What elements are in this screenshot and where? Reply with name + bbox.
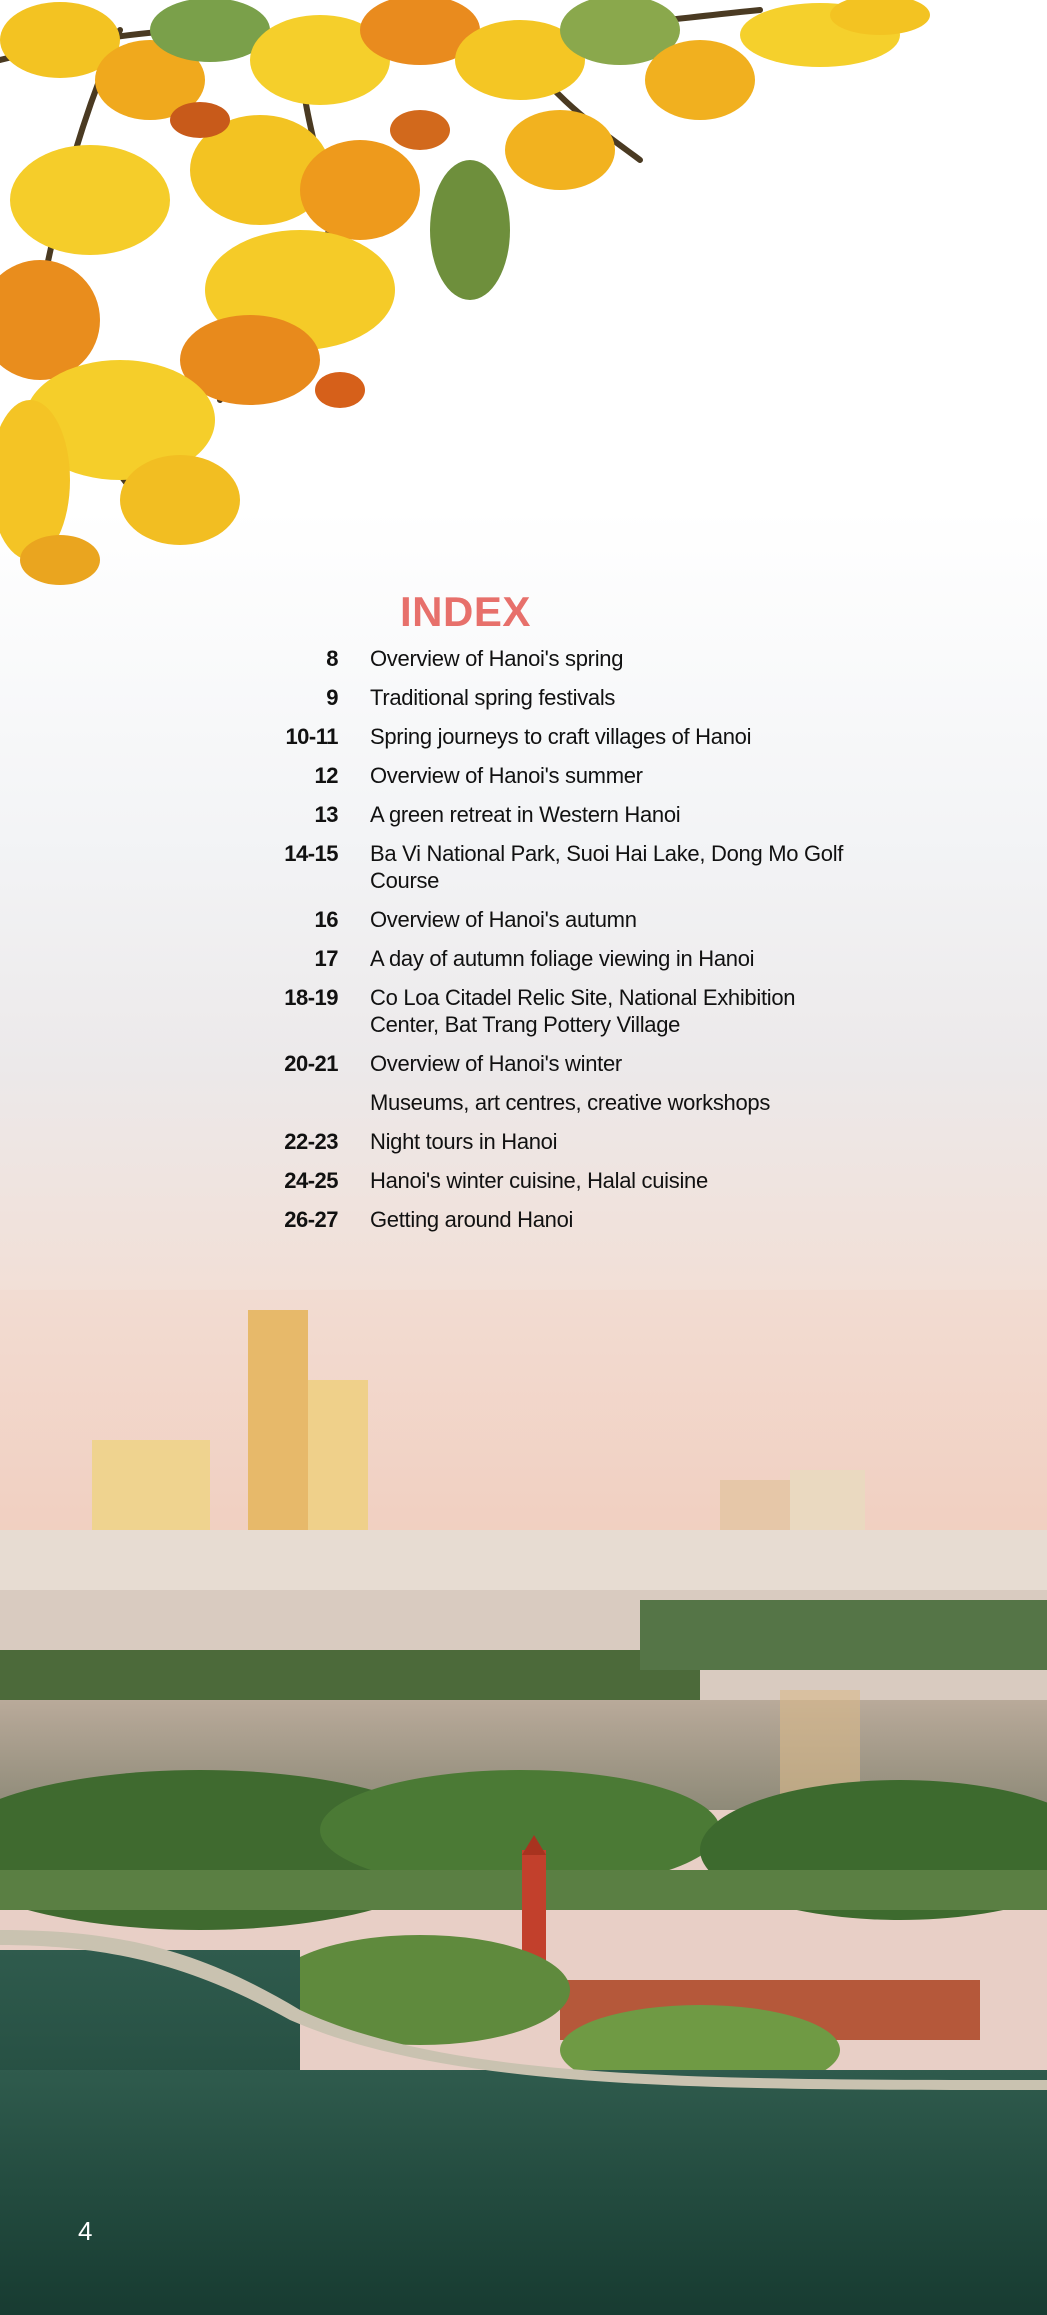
index-topic: A green retreat in Western Hanoi xyxy=(370,802,681,827)
index-row xyxy=(240,1206,880,1233)
index-page-number: 26-27 xyxy=(284,1207,338,1232)
index-page-number: 20-21 xyxy=(284,1051,338,1076)
index-topic: Museums, art centres, creative workshops xyxy=(370,1090,771,1115)
index-topic: Spring journeys to craft villages of Hanoi xyxy=(370,724,752,749)
page-number: 4 xyxy=(78,2216,93,2246)
index-topic: Traditional spring festivals xyxy=(370,685,616,710)
index-topic: Night tours in Hanoi xyxy=(370,1129,558,1154)
index-row xyxy=(240,945,880,972)
index-page-number: 24-25 xyxy=(284,1168,338,1193)
index-topic: Overview of Hanoi's winter xyxy=(370,1051,622,1076)
index-topic: Ba Vi National Park, Suoi Hai Lake, Dong Mo Golf Course xyxy=(370,841,844,893)
index-page-number: 13 xyxy=(314,802,338,827)
index-row xyxy=(240,1050,880,1077)
index-title: INDEX xyxy=(400,588,531,635)
index-row xyxy=(240,1128,880,1155)
index-page-number: 16 xyxy=(314,907,338,932)
index-topic: Overview of Hanoi's autumn xyxy=(370,907,637,932)
index-row xyxy=(240,984,880,1038)
index-topic: Co Loa Citadel Relic Site, National Exhibition Center, Bat Trang Pottery Village xyxy=(370,985,796,1037)
index-page-number: 12 xyxy=(314,763,338,788)
index-topic: Getting around Hanoi xyxy=(370,1207,574,1232)
index-row xyxy=(240,1089,880,1116)
index-page-number: 8 xyxy=(326,646,338,671)
index-page-number: 18-19 xyxy=(284,985,338,1010)
index-row xyxy=(240,801,880,828)
index-topic: A day of autumn foliage viewing in Hanoi xyxy=(370,946,755,971)
index-row xyxy=(240,1167,880,1194)
hanoi-cityscape-illustration xyxy=(0,1290,1047,2315)
index-page-number: 10-11 xyxy=(285,724,338,749)
index-row xyxy=(240,723,880,750)
index-list xyxy=(240,645,880,1245)
autumn-foliage-illustration xyxy=(0,0,940,590)
index-topic: Overview of Hanoi's spring xyxy=(370,646,624,671)
index-row xyxy=(240,645,880,672)
index-row xyxy=(240,684,880,711)
index-row xyxy=(240,840,880,894)
index-row xyxy=(240,762,880,789)
index-page-number: 22-23 xyxy=(284,1129,338,1154)
index-page-number: 17 xyxy=(314,946,338,971)
index-page-number: 14-15 xyxy=(284,841,338,866)
index-topic: Hanoi's winter cuisine, Halal cuisine xyxy=(370,1168,708,1193)
index-page-number: 9 xyxy=(326,685,338,710)
index-row xyxy=(240,906,880,933)
index-topic: Overview of Hanoi's summer xyxy=(370,763,643,788)
